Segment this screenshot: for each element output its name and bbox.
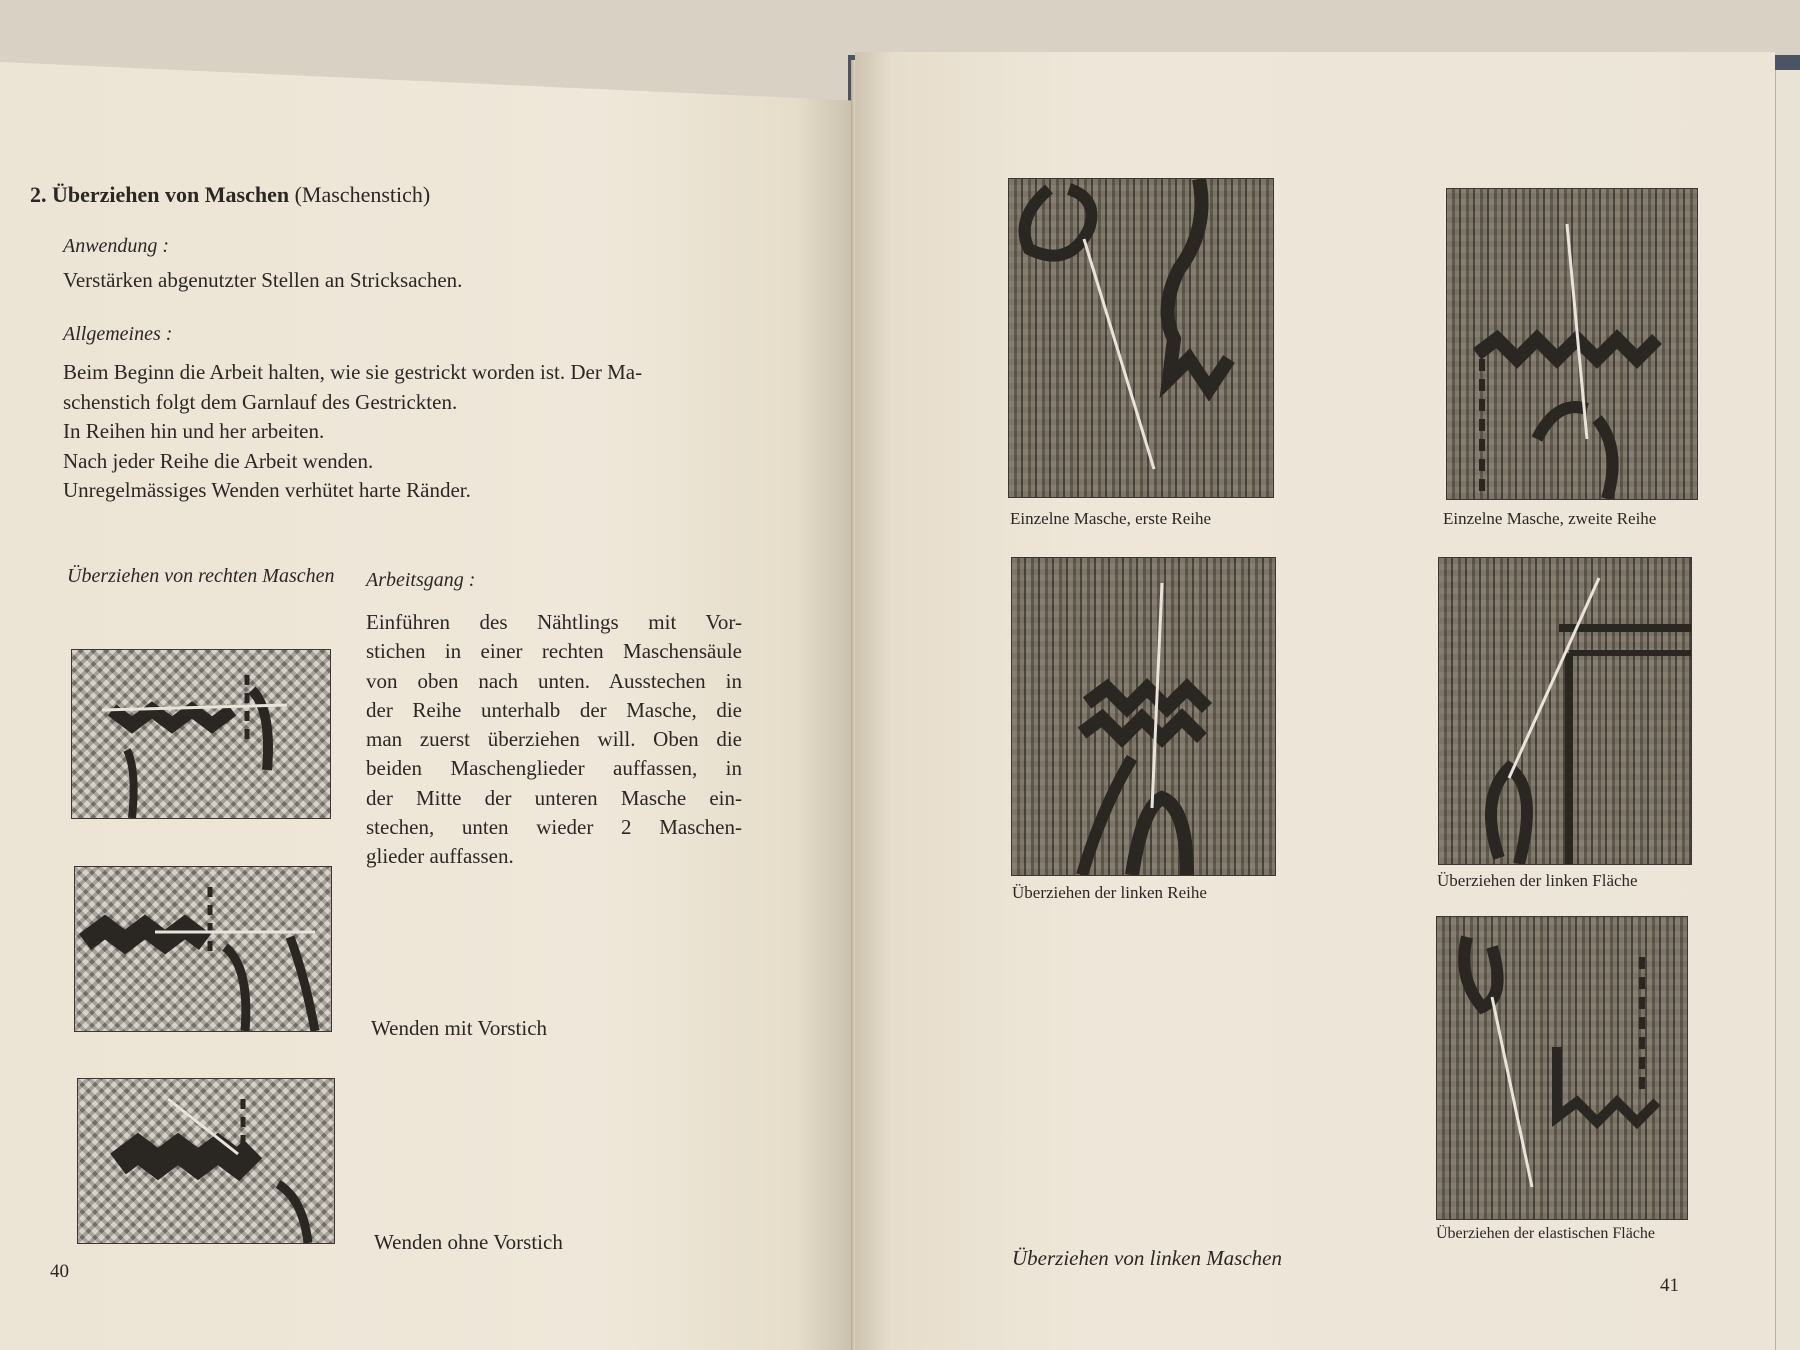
- section-heading: [30, 184, 430, 206]
- text-line: stichen in einer rechten Maschensäule: [366, 639, 742, 664]
- caption-einzelne-zweite: Einzelne Masche, zweite Reihe: [1443, 509, 1657, 528]
- text-line: Nach jeder Reihe die Arbeit wenden.: [63, 448, 374, 473]
- caption-elastische-flaeche: Überziehen der elastischen Fläche: [1436, 1225, 1656, 1242]
- caption-wenden-ohne-vorstich: Wenden ohne Vorstich: [374, 1230, 563, 1254]
- text-line: beiden Maschenglieder auffassen, in: [366, 756, 742, 781]
- anwendung-text: Verstärken abgenutzter Stellen an Stricksachen.: [63, 268, 463, 292]
- photo-elastische-flaeche: [1436, 916, 1688, 1220]
- caption-linke-flaeche: Überziehen der linken Fläche: [1437, 871, 1638, 890]
- page-number-right: 41: [1660, 1275, 1679, 1296]
- text-line: In Reihen hin und her arbeiten.: [63, 419, 325, 443]
- anwendung-label: Anwendung :: [63, 235, 170, 257]
- text-line: Beim Beginn die Arbeit halten, wie sie gestrickt worden ist. Der Ma-: [63, 360, 643, 384]
- caption-linke-reihe: Überziehen der linken Reihe: [1012, 883, 1207, 902]
- text-line: schenstich folgt dem Garnlauf des Gestrickten.: [63, 389, 458, 414]
- allgemeines-label: Allgemeines :: [63, 323, 173, 345]
- allgemeines-paragraph: [63, 358, 642, 506]
- linke-maschen-label: Überziehen von linken Maschen: [1012, 1246, 1282, 1270]
- heading-subtitle: (Maschenstich): [294, 182, 431, 207]
- arbeitsgang-label: Arbeitsgang :: [366, 569, 476, 591]
- caption-wenden-mit-vorstich: Wenden mit Vorstich: [371, 1016, 548, 1040]
- heading-number: 2.: [30, 182, 47, 207]
- photo-rechte-maschen-3: [77, 1078, 335, 1244]
- photo-einzelne-masche-erste-reihe: [1008, 178, 1274, 498]
- text-line: von oben nach unten. Ausstechen in: [366, 668, 742, 693]
- text-line: man zuerst überziehen will. Oben die: [366, 727, 742, 752]
- arbeitsgang-paragraph: [366, 608, 742, 872]
- caption-einzelne-erste: Einzelne Masche, erste Reihe: [1010, 509, 1212, 528]
- photo-einzelne-masche-zweite-reihe: [1446, 188, 1698, 500]
- heading-title: Überziehen von Maschen: [52, 182, 290, 207]
- text-line: stechen, unten wieder 2 Maschen-: [366, 815, 742, 840]
- photo-linke-flaeche: [1438, 557, 1692, 865]
- rechte-maschen-label: Überziehen von rechten Maschen: [67, 565, 335, 587]
- text-line: Unregelmässiges Wenden verhütet harte Ränder.: [63, 478, 471, 502]
- text-line: der Mitte der unteren Masche ein-: [366, 785, 742, 810]
- page-block-edge: [1775, 70, 1800, 1350]
- text-line: glieder auffassen.: [366, 844, 514, 869]
- text-line: Einführen des Nähtlings mit Vor-: [366, 610, 742, 634]
- photo-rechte-maschen-2: [74, 866, 332, 1032]
- photo-linke-reihe: [1011, 557, 1276, 876]
- text-line: der Reihe unterhalb der Masche, die: [366, 697, 742, 722]
- page-number-left: 40: [50, 1261, 69, 1282]
- photo-rechte-maschen-1: [71, 649, 331, 819]
